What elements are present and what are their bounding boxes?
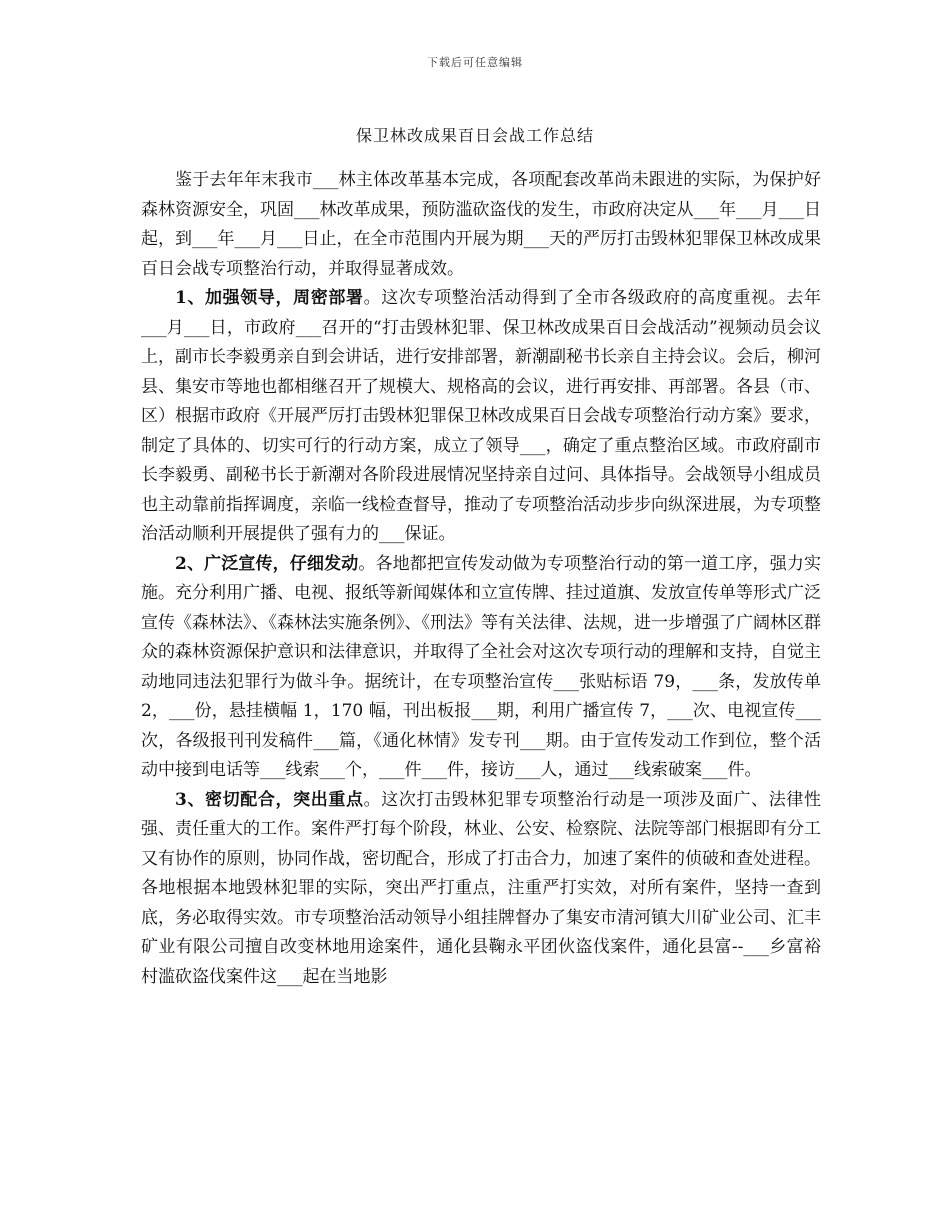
paragraph-section-2 [141,550,821,786]
paragraph-section-1 [141,284,821,550]
document-body [141,166,821,992]
paragraph-text: 。这次专项整治活动得到了全市各级政府的高度重视。去年___月___日，市政府___召开的“打击毁林犯罪、保卫林改成果百日会战活动”视频动员会议上，副市长李毅勇亲自到会讲话，进行安排部署，新潮副秘书长亲自主持会议。会后，柳河县、集安市等地也都相继召开了规模大、规格高的会议，进行再安排、再部署。各县（市、区）根据市政府《开展严厉打击毁林犯罪保卫林改成果百日会战专项整治行动方案》要求，制定了具体的、切实可行的行动方案，成立了领导___，确定了重点整治区域。市政府副市长李毅勇、副秘书长于新潮对各阶段进展情况坚持亲自过问、具体指导。会战领导小组成员也主动靠前指挥调度，亲临一线检查督导，推动了专项整治活动步步向纵深进展，为专项整治活动顺利开展提供了强有力的___保证。 [141,288,821,544]
paragraph-intro [141,166,821,284]
paragraph-text: 。各地都把宣传发动做为专项整治行动的第一道工序，强力实施。充分利用广播、电视、报纸等新闻媒体和立宣传牌、挂过道旗、发放宣传单等形式广泛宣传《森林法》、《森林法实施条例》、《刑法》等有关法律、法规，进一步增强了广阔林区群众的森林资源保护意识和法律意识，并取得了全社会对这次专项行动的理解和支持，自觉主动地同违法犯罪行为做斗争。据统计，在专项整治宣传___张贴标语 79，___条，发放传单 2，___份，悬挂横幅 1，170 幅，刊出板报___期，利用广播宣传 7，___次、电视宣传___次，各级报刊刊发稿件___篇，《通化林情》发专刊___期。由于宣传发动工作到位，整个活动中接到电话等___线索___个，___件___件，接访___人，通过___线索破案___件。 [141,553,821,780]
page-header: 下载后可任意编辑 [427,56,523,69]
section-heading: 1、加强领导，周密部署 [175,288,364,308]
document-title: 保卫林改成果百日会战工作总结 [355,126,594,145]
section-heading: 2、广泛宣传，仔细发动 [175,553,359,574]
paragraph-text: 鉴于去年年末我市___林主体改革基本完成，各项配套改革尚未跟进的实际，为保护好森林资源安全，巩固___林改革成果，预防滥砍盗伐的发生，市政府决定从___年___月___日起，到___年___月___日止，在全市范围内开展为期___天的严厉打击毁林犯罪保卫林改成果百日会战专项整治行动，并取得显著成效。 [141,170,821,279]
paragraph-section-3 [141,786,821,993]
section-heading: 3、密切配合，突出重点 [175,789,364,810]
paragraph-text: 。这次打击毁林犯罪专项整治行动是一项涉及面广、法律性强、责任重大的工作。案件严打每个阶段，林业、公安、检察院、法院等部门根据即有分工又有协作的原则，协同作战，密切配合，形成了打击合力，加速了案件的侦破和查处进程。各地根据本地毁林犯罪的实际，突出严打重点，注重严打实效，对所有案件，坚持一查到底，务必取得实效。市专项整治活动领导小组挂牌督办了集安市清河镇大川矿业公司、汇丰矿业有限公司擅自改变林地用途案件，通化县鞠永平团伙盗伐案件，通化县富--___乡富裕村滥砍盗伐案件这___起在当地影 [141,789,821,987]
